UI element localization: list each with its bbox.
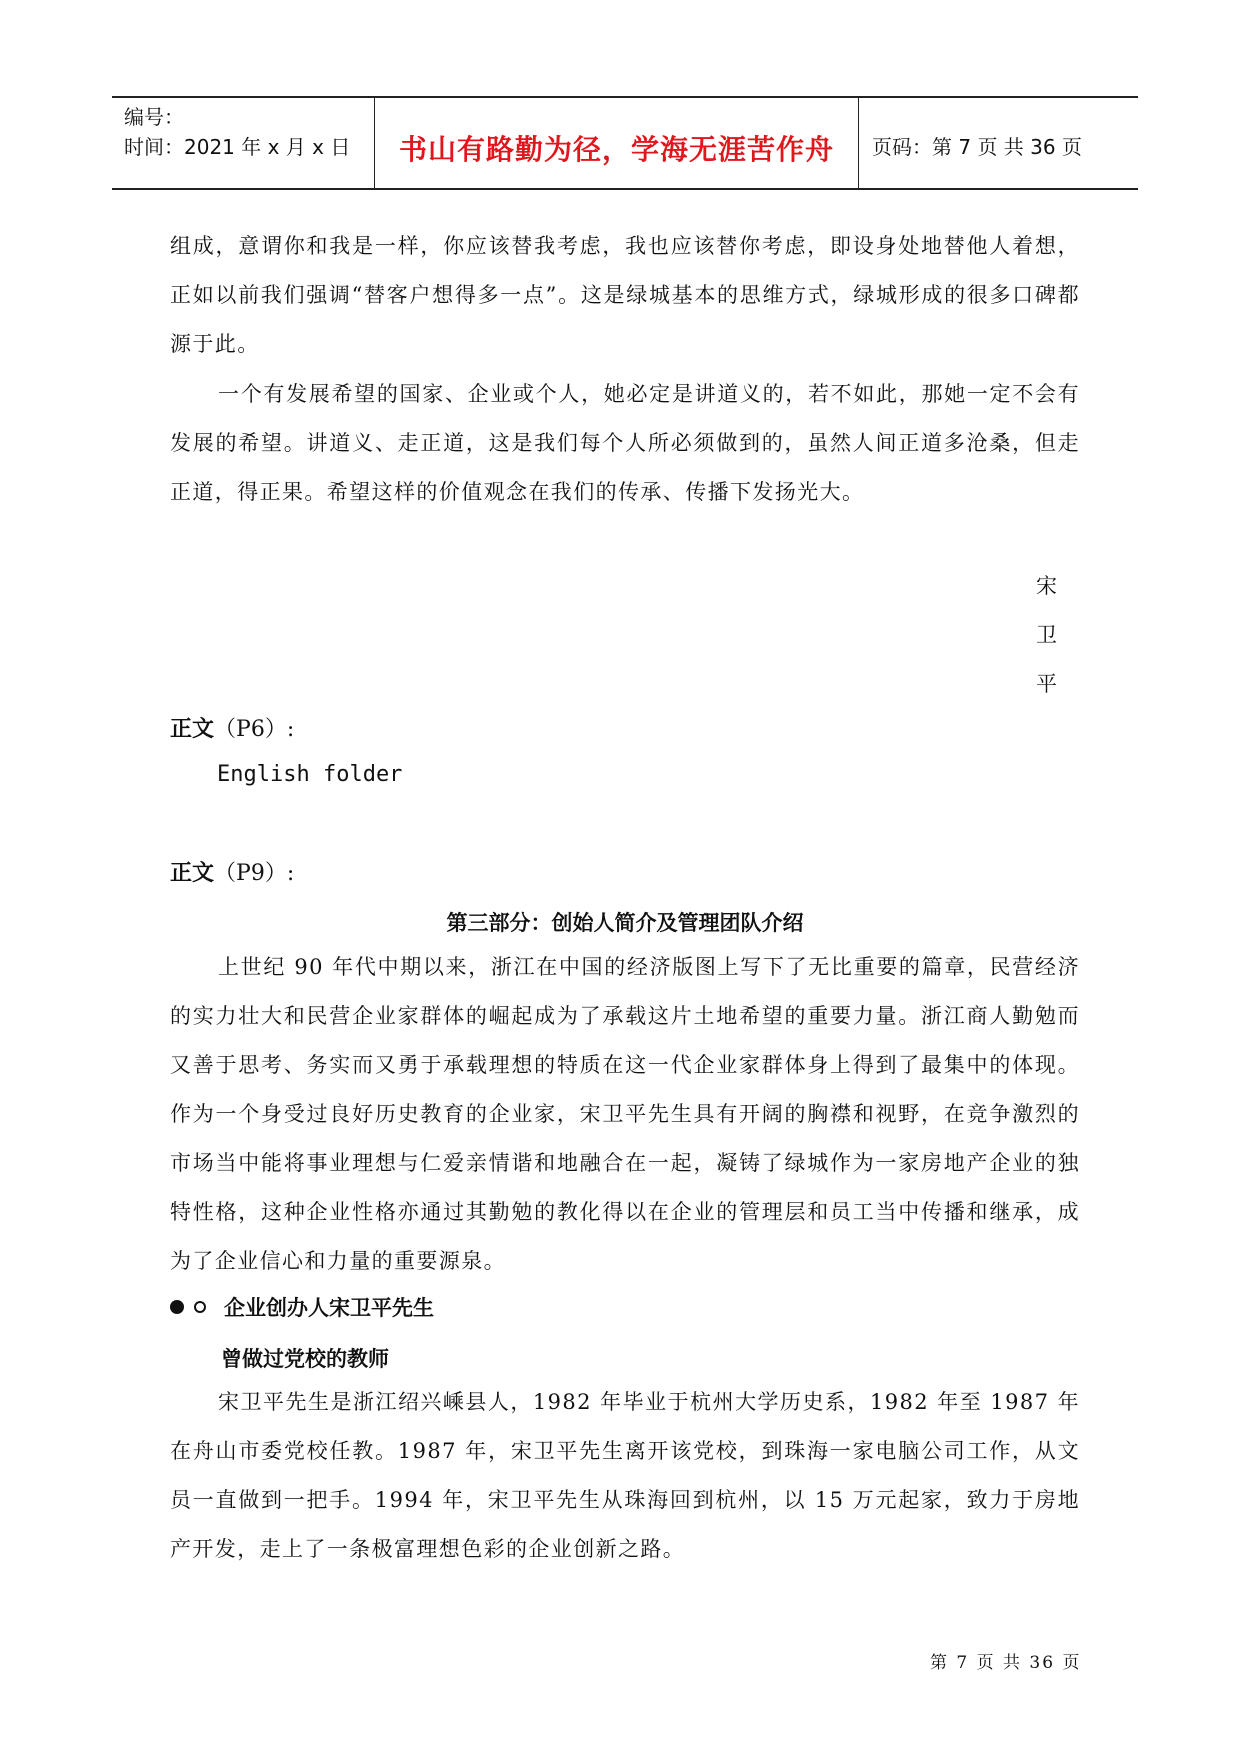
part3-heading: 第三部分：创始人简介及管理团队介绍 bbox=[446, 911, 804, 935]
filled-bullet-icon bbox=[170, 1300, 184, 1314]
paragraph-4: 宋卫平先生是浙江绍兴嵊县人，1982 年毕业于杭州大学历史系，1982 年至 1987 年在舟山市委党校任教。1987 年，宋卫平先生离开该党校，到珠海一家电脑公司工作，从文员一直做到一把手。1994 年，宋卫平先生从珠海回到杭州，以 15 万元起家，致力于房地产开发，走上了一条极富理想色彩的企业创新之路。 bbox=[170, 1390, 1080, 1561]
teacher-subheading: 曾做过党校的教师 bbox=[221, 1347, 389, 1371]
header-page-label: 页码：第 7 页 共 36 页 bbox=[872, 135, 1082, 159]
founder-bullet bbox=[170, 1292, 434, 1322]
section-label-p9 bbox=[170, 856, 294, 887]
section-label-p9-rest: （P9）: bbox=[214, 861, 295, 886]
paragraph-1: 组成，意谓你和我是一样，你应该替我考虑，我也应该替你考虑，即设身处地替他人着想，正如以前我们强调“替客户想得多一点”。这是绿城基本的思维方式，绿城形成的很多口碑都源于此。 bbox=[170, 234, 1080, 356]
section-label-p6-rest: （P6）: bbox=[214, 717, 295, 742]
paragraph-2: 一个有发展希望的国家、企业或个人，她必定是讲道义的，若不如此，那她一定不会有发展的希望。讲道义、走正道，这是我们每个人所必须做到的，虽然人间正道多沧桑，但走正道，得正果。希望这样的价值观念在我们的传承、传播下发扬光大。 bbox=[170, 382, 1080, 504]
header-time-label: 时间：2021 年 x 月 x 日 bbox=[124, 135, 351, 159]
paragraph-3: 上世纪 90 年代中期以来，浙江在中国的经济版图上写下了无比重要的篇章，民营经济的实力壮大和民营企业家群体的崛起成为了承载这片土地希望的重要力量。浙江商人勤勉而又善于思考、务实而又勇于承载理想的特质在这一代企业家群体身上得到了最集中的体现。作为一个身受过良好历史教育的企业家，宋卫平先生具有开阔的胸襟和视野，在竞争激烈的市场当中能将事业理想与仁爱亲情谐和地融合在一起，凝铸了绿城作为一家房地产企业的独特性格，这种企业性格亦通过其勤勉的教化得以在企业的管理层和员工当中传播和继承，成为了企业信心和力量的重要源泉。 bbox=[170, 955, 1080, 1273]
page-header bbox=[112, 96, 1138, 190]
signature-char-2: 卫 bbox=[1036, 623, 1057, 647]
english-folder-text: English folder bbox=[217, 762, 403, 787]
header-motto: 书山有路勤为径，学海无涯苦作舟 bbox=[398, 133, 834, 166]
header-motto-cell bbox=[374, 98, 859, 188]
header-meta bbox=[124, 102, 350, 162]
page-footer: 第 7 页 共 36 页 bbox=[930, 1653, 1082, 1673]
header-number-label: 编号： bbox=[124, 105, 184, 129]
signature-char-3: 平 bbox=[1036, 672, 1057, 696]
founder-heading: 企业创办人宋卫平先生 bbox=[224, 1296, 434, 1320]
section-label-p6 bbox=[170, 712, 294, 743]
signature-char-1: 宋 bbox=[1036, 574, 1057, 598]
section-label-p6-bold: 正文 bbox=[170, 717, 215, 742]
section-label-p9-bold: 正文 bbox=[170, 861, 215, 886]
hollow-bullet-icon bbox=[194, 1301, 206, 1313]
